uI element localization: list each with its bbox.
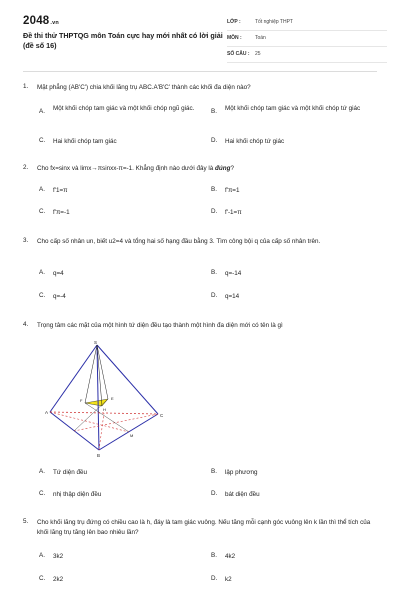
option-c[interactable] bbox=[39, 575, 199, 585]
option-a[interactable] bbox=[39, 104, 199, 126]
option-label: C. bbox=[39, 490, 46, 497]
option-text: f'-1=π bbox=[225, 209, 242, 216]
option-text: f'π=1 bbox=[225, 187, 240, 194]
figure-label-c: C bbox=[160, 413, 164, 418]
meta-row-class bbox=[227, 17, 387, 31]
option-label: D. bbox=[211, 490, 218, 497]
option-label: A. bbox=[39, 269, 45, 276]
option-b[interactable] bbox=[211, 468, 371, 478]
option-b[interactable] bbox=[211, 186, 371, 196]
figure-label-b: B bbox=[97, 453, 101, 458]
figure-inner-line bbox=[97, 345, 108, 399]
option-label: A. bbox=[39, 108, 45, 115]
option-text: bát diện đều bbox=[225, 491, 260, 498]
question-text-end: ? bbox=[230, 165, 234, 172]
question-5 bbox=[23, 518, 378, 588]
option-a[interactable] bbox=[39, 269, 199, 279]
question-3 bbox=[23, 237, 378, 307]
question-text bbox=[37, 164, 377, 174]
option-c[interactable] bbox=[39, 208, 199, 218]
option-b[interactable] bbox=[211, 269, 371, 279]
question-1 bbox=[23, 83, 378, 163]
meta-label: MÔN : bbox=[227, 35, 242, 41]
document-header bbox=[0, 0, 400, 70]
option-d[interactable] bbox=[211, 208, 371, 218]
option-label: A. bbox=[39, 552, 45, 559]
option-label: D. bbox=[211, 208, 218, 215]
document-meta bbox=[227, 17, 387, 65]
question-number: 3. bbox=[23, 237, 29, 244]
question-text-main: Cho fx=sinx và limx→πsinxx-π=-1. Khẳng định nào dưới đây là bbox=[37, 165, 216, 172]
option-text: lập phương bbox=[225, 469, 258, 476]
option-c[interactable] bbox=[39, 490, 199, 500]
tetrahedron-figure bbox=[45, 340, 175, 458]
option-a[interactable] bbox=[39, 468, 199, 478]
option-label: C. bbox=[39, 292, 46, 299]
option-label: B. bbox=[211, 468, 217, 475]
option-c[interactable] bbox=[39, 292, 199, 302]
option-text: 4k2 bbox=[225, 553, 236, 560]
question-text: Mặt phẳng (AB'C') chia khối lăng trụ ABC.A'B'C' thành các khối đa diện nào? bbox=[37, 84, 251, 91]
option-label: C. bbox=[39, 575, 46, 582]
option-d[interactable] bbox=[211, 490, 371, 500]
figure-label-a: A bbox=[45, 410, 49, 415]
question-text-emphasis: đúng bbox=[215, 165, 231, 172]
figure-label-f: F bbox=[80, 398, 83, 403]
document-title: Đề thi thử THPTQG môn Toán cực hay mới nhất có lời giải (đề số 16) bbox=[23, 31, 223, 50]
option-text: q=4 bbox=[53, 270, 64, 277]
figure-label-h: H bbox=[103, 407, 106, 412]
option-a[interactable] bbox=[39, 186, 199, 196]
question-text: Cho khối lăng trụ đứng có chiều cao là h, đáy là tam giác vuông. Nếu tăng mỗi cạnh góc vuông lên k lần thì thể tích của khối lăng trụ tăng lên bao nhiêu lần? bbox=[37, 519, 371, 536]
site-logo[interactable] bbox=[23, 15, 59, 27]
option-d[interactable] bbox=[211, 137, 376, 147]
option-label: C. bbox=[39, 208, 46, 215]
figure-edge-sb bbox=[97, 345, 99, 450]
option-b[interactable] bbox=[211, 552, 371, 562]
option-c[interactable] bbox=[39, 137, 199, 147]
option-label: B. bbox=[211, 552, 217, 559]
meta-row-count bbox=[227, 49, 387, 63]
meta-label: LỚP : bbox=[227, 19, 241, 25]
logo-main: 2048 bbox=[23, 15, 50, 27]
option-label: D. bbox=[211, 137, 218, 144]
header-divider bbox=[23, 71, 377, 72]
option-text: Một khối chóp tam giác và một khối chóp ngũ giác. bbox=[53, 105, 195, 112]
option-label: A. bbox=[39, 468, 45, 475]
option-label: D. bbox=[211, 292, 218, 299]
question-text: Trọng tâm các mặt của một hình tứ diện đều tạo thành một hình đa diện mới có tên là gì bbox=[37, 322, 283, 329]
option-text: 3k2 bbox=[53, 553, 64, 560]
question-number: 2. bbox=[23, 164, 29, 171]
option-text: nhị thập diện đều bbox=[53, 491, 102, 498]
figure-inner-line bbox=[85, 403, 129, 432]
option-label: B. bbox=[211, 269, 217, 276]
question-4 bbox=[23, 321, 378, 331]
logo-suffix: .vn bbox=[50, 20, 59, 26]
option-b[interactable] bbox=[211, 104, 376, 126]
option-label: B. bbox=[211, 108, 217, 115]
figure-median bbox=[99, 413, 104, 450]
question-number: 5. bbox=[23, 518, 29, 525]
option-text: q=-4 bbox=[53, 293, 66, 300]
option-label: B. bbox=[211, 186, 217, 193]
option-text: Một khối chóp tam giác và một khối chóp tứ giác bbox=[225, 105, 361, 112]
option-text: Hai khối chóp tam giác bbox=[53, 138, 117, 145]
option-label: A. bbox=[39, 186, 45, 193]
figure-label-s: S bbox=[94, 340, 98, 345]
option-text: k2 bbox=[225, 576, 232, 583]
meta-row-subject bbox=[227, 33, 387, 47]
meta-value: 25 bbox=[255, 51, 261, 57]
figure-label-m: M bbox=[130, 433, 134, 438]
question-2 bbox=[23, 164, 378, 224]
option-text: q=14 bbox=[225, 293, 240, 300]
option-text: 2k2 bbox=[53, 576, 64, 583]
meta-value: Toán bbox=[255, 35, 266, 41]
question-number: 1. bbox=[23, 83, 29, 90]
meta-value: Tốt nghiệp THPT bbox=[255, 19, 293, 25]
option-text: f'1=π bbox=[53, 187, 68, 194]
option-d[interactable] bbox=[211, 575, 371, 585]
question-4-options bbox=[23, 468, 378, 508]
option-text: Hai khối chóp tứ giác bbox=[225, 138, 285, 145]
option-a[interactable] bbox=[39, 552, 199, 562]
option-label: C. bbox=[39, 137, 46, 144]
option-text: Tứ diện đều bbox=[53, 469, 87, 476]
figure-label-e: E bbox=[111, 396, 114, 401]
meta-label: SỐ CÂU : bbox=[227, 51, 250, 57]
option-text: f'π=-1 bbox=[53, 209, 70, 216]
option-text: q=-14 bbox=[225, 270, 242, 277]
question-number: 4. bbox=[23, 321, 29, 328]
option-label: D. bbox=[211, 575, 218, 582]
figure-edge-sc bbox=[97, 345, 158, 414]
question-text: Cho cấp số nhân un, biết u2=4 và tổng hai số hạng đầu bằng 3. Tìm công bội q của cấp số nhân trên. bbox=[37, 238, 321, 245]
option-d[interactable] bbox=[211, 292, 371, 302]
